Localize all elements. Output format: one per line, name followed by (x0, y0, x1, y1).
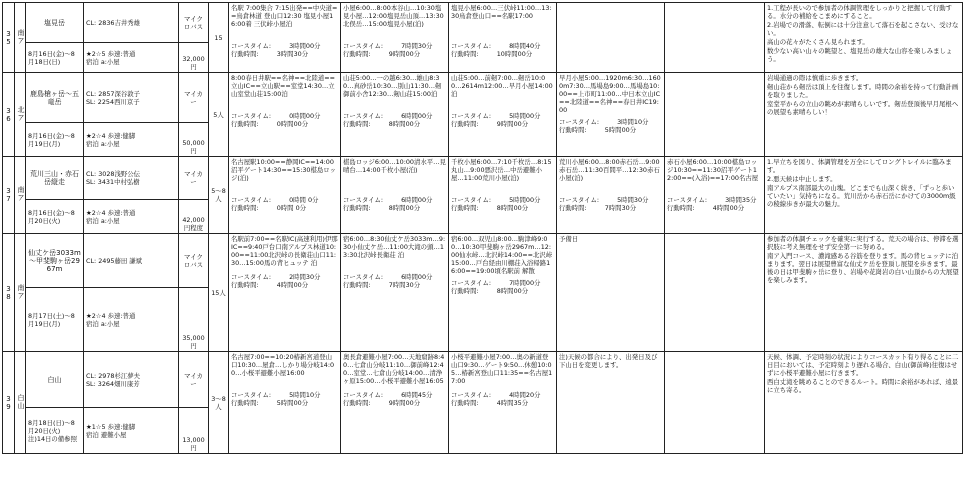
day-route: 小屋6:00…8:00本谷山…10:30塩見小屋…12:00塩見岳山頂…13:30北俣岳…15:00塩見小屋(泊) (343, 4, 444, 28)
grade-pace: ★2☆5 歩速:普通 (86, 49, 136, 58)
day-route: 小桜平避難小屋7:00…奥の新道登山口9:30…ゲート9:50…休憩10:05…椿新宮登山口11:35==名古屋17:00 (451, 353, 553, 385)
day-1-cell (229, 3, 341, 73)
people-count: 15 (209, 3, 229, 73)
course-time-label: コースタイム: (343, 273, 384, 281)
course-time-label: コースタイム: (451, 112, 492, 120)
day-route (667, 353, 762, 387)
action-time-value: 7時間30分 (604, 204, 637, 212)
area-cell (15, 73, 26, 157)
note-line: 岩場通過の際は慎重に歩きます。 (767, 74, 863, 82)
action-time-label: 行動時間: (451, 287, 479, 295)
people-count: 15人 (209, 234, 229, 352)
day-4-cell (557, 234, 665, 352)
sub-leader: SL: 3431中村弘樹 (86, 178, 140, 186)
day-4-cell (557, 157, 665, 234)
action-time-label: 行動時間: (343, 120, 371, 128)
sub-leader: SL: 2254西川京子 (86, 97, 140, 106)
course-time-line (231, 196, 338, 204)
grade-cell (84, 200, 179, 234)
trip-dates: 8月16日(金)～8月19日(月) (28, 131, 75, 148)
note-line: 南アルプス南部最大の山塊。どこまでも山深く続き、「ずっと歩いていたい」気持ちになる。荒川岳から赤石岳にかけての3000m級の稜線歩きが最大の魅力。 (767, 184, 956, 208)
course-time-line (231, 391, 338, 399)
day-route: 注)天候の都合により、出発日及び下山日を変更します。 (559, 353, 658, 369)
course-time-value: 5時間30分 (617, 196, 649, 204)
action-time-line (231, 50, 338, 58)
action-time-value: 9時間00分 (496, 120, 529, 128)
area-cell (15, 234, 26, 352)
note-line: 1.早立ちを図り、体調管理を万全にしてロングトレイルに臨みます。 (767, 158, 952, 174)
action-time-line (231, 399, 338, 407)
day-3-cell (449, 73, 557, 157)
leader-cell (84, 352, 179, 408)
course-time-value: 0時間00分 (289, 112, 321, 120)
row-number: 38 (3, 234, 15, 352)
grade-pace: ★2☆4 歩速:普通 (86, 208, 136, 217)
course-time-label: コースタイム: (451, 279, 492, 287)
course-time-line (451, 279, 554, 287)
day-route: 椹島ロッジ6:00…10:00清水平…見晴台…14:00千枚小屋(泊) (343, 158, 446, 174)
action-time-label: 行動時間: (451, 399, 479, 407)
row-number: 35 (3, 3, 15, 73)
schedule-row (3, 352, 963, 408)
day-5-cell (665, 234, 765, 352)
course-time-value: 7時間30分 (401, 42, 433, 50)
course-time-label: コースタイム: (231, 273, 272, 281)
action-time-label: 行動時間: (231, 50, 259, 58)
row-number: 37 (3, 157, 15, 234)
leader-cell (84, 234, 179, 288)
day-3-cell (449, 352, 557, 454)
row-number: 39 (3, 352, 15, 454)
course-time-line (451, 112, 554, 120)
course-time-label: コースタイム: (451, 196, 492, 204)
course-time-value: 6時間00分 (401, 112, 433, 120)
action-time-label: 行動時間: (451, 120, 479, 128)
day-3-cell (449, 157, 557, 234)
action-time-value: 3時間30分 (276, 50, 309, 58)
course-time-value: 3時間00分 (289, 42, 321, 50)
people-count: 5人 (209, 73, 229, 157)
mountain-name: 鹿島槍ヶ岳～五竜岳 (26, 73, 84, 123)
chief-leader: CL: 2836吉井秀雄 (86, 18, 141, 27)
course-time-value: 4時間20分 (509, 391, 541, 399)
trip-dates: 8月18日(日)～8月20日(火) (28, 418, 75, 435)
action-time-line (343, 399, 446, 407)
chief-leader: CL: 3028浅野公伝 (86, 170, 141, 178)
day-route: 宿6:00…双児山8:00…駒津峰9:00…10:30甲斐駒ヶ岳2967m…12:00仙水峠…北沢峠14:00==北沢峠15:00…戸台経由川棚荘入浴帰路16:00==19:00頃名駅前 解散 (451, 235, 553, 275)
action-time-label: 行動時間: (343, 281, 371, 289)
day-route (667, 74, 762, 108)
notes-cell (765, 3, 963, 73)
action-time-value: 5時間00分 (276, 399, 309, 407)
grade-cell (84, 43, 179, 73)
day-route: 名古屋駅10:00==静岡IC==14:00沼平ゲート14:30==15:30椹島ロッジ(泊) (231, 158, 336, 182)
action-time-value: 0時間 0分 (276, 204, 307, 212)
schedule-row (3, 3, 963, 43)
day-route (559, 4, 662, 38)
date-cell (26, 123, 84, 157)
cost: 13,000円 (179, 408, 209, 454)
transport: マイクロバス (179, 3, 209, 43)
action-time-line (343, 120, 446, 128)
course-time-value: 0時間 0分 (289, 196, 319, 204)
course-time-label: コースタイム: (559, 196, 600, 204)
area-label: 南ア (17, 186, 25, 202)
action-time-line (343, 204, 446, 212)
area-cell (15, 3, 26, 73)
day-route (667, 235, 762, 269)
note-line: 1.工程が長いので参加者の体調管理をしっかりと把握して行動する。水分の補給をこまめにすること。 (767, 4, 953, 20)
date-cell (26, 408, 84, 454)
day-4-cell (557, 352, 665, 454)
action-time-line (667, 204, 762, 212)
day-route: 荒川小屋6:00…8:00赤石岳…9:00赤石岳…11:30百間平…12:30赤石小屋(泊) (559, 158, 660, 182)
day-route: 名古屋7:00==10:20椿新宮道登山口10:30…屋倉…しかり場分岐14:00…小桜平避難小屋16:00 (231, 353, 335, 377)
mountain-name: 仙丈ケ岳3033m～甲斐駒ヶ岳2967m (26, 234, 84, 288)
day-1-cell (229, 157, 341, 234)
course-time-value: 2時間30分 (289, 273, 321, 281)
course-time-line (451, 196, 554, 204)
action-time-value: 4時間00分 (276, 281, 309, 289)
leader-cell (84, 157, 179, 200)
grade-cell (84, 408, 179, 454)
course-time-value: 5時間00分 (509, 196, 541, 204)
area-cell (15, 157, 26, 234)
day-route: 宿6:00…8:30仙丈ケ岳3033m…9:30小仙丈ケ岳…11:00大滝の頭…13:30北沢峠長衛荘 泊 (343, 235, 446, 259)
action-time-label: 行動時間: (343, 204, 371, 212)
note-line: 2.岩場での滑落、転倒には十分注意して落石を起こさない、受けない。 (767, 21, 959, 37)
action-time-value: 9時間00分 (388, 399, 421, 407)
course-time-label: コースタイム: (231, 196, 272, 204)
transport: マイカー (179, 157, 209, 200)
day-4-cell (557, 73, 665, 157)
course-time-value: 5時間00分 (509, 112, 541, 120)
chief-leader: CL: 2978杉江夢夫 (86, 371, 141, 380)
action-time-value: 8時間00分 (388, 204, 421, 212)
day-1-cell (229, 234, 341, 352)
course-time-value: 5時間10分 (289, 391, 321, 399)
course-time-line (231, 273, 338, 281)
action-time-line (231, 204, 338, 212)
grade-pace: ★2☆4 歩速:健脚 (86, 131, 136, 140)
leader-cell (84, 3, 179, 43)
course-time-line (231, 112, 338, 120)
day-3-cell (449, 3, 557, 73)
notes-cell (765, 73, 963, 157)
action-time-line (451, 120, 554, 128)
day-route: 名駅前7:00==名駅IC(高速利用)伊那IC==9:40戸台口南アルプス林道10:00==11:00北沢峠の長衛荘山口11:30…15:00馬の背ヒュッテ 泊 (231, 235, 338, 267)
chief-leader: CL: 2857深谷敦子 (86, 89, 141, 98)
note-line: 西白丈滝を眺めることのできるルート。時間に余裕があれば、遠景に立ち寄る。 (767, 378, 959, 394)
day-2-cell (341, 157, 449, 234)
note-line: 高山の花々がたくさん見られます。 (767, 38, 869, 46)
action-time-line (451, 399, 554, 407)
note-line: 剱山荘から剱岳は頂上を往復します。時間の余裕を持って行動計画を取りました。 (767, 83, 959, 99)
mountain-name: 荒川三山・赤石岳縦走 (26, 157, 84, 200)
action-time-label: 行動時間: (231, 281, 259, 289)
notes-cell (765, 157, 963, 234)
action-time-line (559, 204, 662, 212)
course-time-label: コースタイム: (667, 196, 708, 204)
day-5-cell (665, 3, 765, 73)
day-2-cell (341, 234, 449, 352)
action-time-value: 5時間00分 (604, 126, 637, 134)
people-count: 3～8人 (209, 352, 229, 454)
note-line: 数少ない高い山々の眺望と、塩見岳の雄大な山容を楽しみましょう。 (767, 47, 953, 63)
chief-leader: CL: 2495藤田 謙斌 (86, 256, 143, 265)
action-time-label: 行動時間: (231, 204, 259, 212)
action-time-label: 行動時間: (559, 126, 587, 134)
lodging: 宿泊 避難小屋 (86, 430, 127, 439)
course-time-label: コースタイム: (343, 112, 384, 120)
day-route: 奥長倉避難小屋7:00…天地窟跡8:40…七倉山分岐11:10…御前峰12:40…室堂…七倉山分岐14:00…清浄ヶ原15:00…小桜平避難小屋16:05 (343, 353, 445, 385)
day-route: 山荘5:00…一の越6:30…雄山8:30…真砂岳10:30…別山11:30…剱御前小舎12:30…剱山荘15:00泊 (343, 74, 442, 98)
action-time-label: 行動時間: (451, 50, 479, 58)
note-line: 参加者の体調チェックを確実に実行する。荒天の場合は、停滞を選択肢に考え無理をせず安全第一に努める。 (767, 235, 959, 251)
course-time-line (343, 42, 446, 50)
day-route: 予備日 (559, 235, 579, 243)
day-5-cell (665, 157, 765, 234)
course-time-label: コースタイム: (343, 391, 384, 399)
action-time-value: 7時間30分 (388, 281, 421, 289)
day-route: 名駅 7:00集合 7:15出発==中央道==鳥倉林道 登山口12:30 塩見小屋16:00着 三伏峠小屋泊 (231, 4, 338, 28)
course-time-line (343, 112, 446, 120)
note-line: 天候、体調、予定時刻の状況によりコースカット有り得ることに二日目においては、予定時刻より遅れる場合、白山(御前峰)往復はせずに小桜平避難小屋に行きます。 (767, 353, 959, 377)
action-time-value: 8時間00分 (388, 120, 421, 128)
day-3-cell (449, 234, 557, 352)
grade-pace: ★1☆5 歩速:健脚 (86, 422, 136, 431)
day-5-cell (665, 352, 765, 454)
day-route: 赤石小屋6:00…10:00椹島ロッジ10:30==11:30沼平ゲート12:00==(入浴)==17:00名古屋 (667, 158, 759, 182)
area-label: 南ア (17, 283, 25, 300)
grade-cell (84, 288, 179, 352)
action-time-line (559, 126, 662, 134)
people-count: 5～8人 (209, 157, 229, 234)
day-route: 早月小屋5:00…1920m6:30…1600m7:30…馬場島9:00…馬場島10:00==上市町11:00…中日本立山IC==北陸道==名神==春日井IC19:00 (559, 74, 661, 114)
action-time-value: 0時間00分 (276, 120, 309, 128)
course-time-label: コースタイム: (231, 112, 272, 120)
course-time-value: 3時間35分 (725, 196, 757, 204)
course-time-value: 3時間10分 (617, 118, 649, 126)
course-time-line (343, 196, 446, 204)
course-time-label: コースタイム: (451, 42, 492, 50)
course-time-line (667, 196, 762, 204)
day-5-cell (665, 73, 765, 157)
action-time-value: 4時間00分 (712, 204, 745, 212)
course-time-label: コースタイム: (231, 391, 272, 399)
lodging: 宿泊 a:小屋 (86, 139, 120, 148)
cost: 50,000円 (179, 123, 209, 157)
action-time-value: 4時間35分 (496, 399, 529, 407)
action-time-value: 10時間00分 (496, 50, 533, 58)
action-time-line (231, 281, 338, 289)
area-label: 南ア (17, 28, 25, 45)
action-time-label: 行動時間: (231, 399, 259, 407)
day-2-cell (341, 3, 449, 73)
day-route (667, 4, 762, 38)
area-label: 白山 (17, 393, 25, 410)
course-time-line (451, 391, 554, 399)
sub-leader: SL: 3264畑川康芳 (86, 379, 140, 388)
grade-pace: ★2☆4 歩速:普通 (86, 311, 136, 320)
day-1-cell (229, 352, 341, 454)
action-time-line (451, 204, 554, 212)
trip-dates: 8月16日(金)～8月18日(日) (28, 49, 75, 66)
course-time-value: 7時間00分 (509, 279, 541, 287)
grade-cell (84, 123, 179, 157)
action-time-line (343, 281, 446, 289)
mountain-name: 塩見岳 (26, 3, 84, 43)
course-time-line (231, 42, 338, 50)
note-line: 2.悪天候は中止します。 (767, 175, 837, 183)
course-time-label: コースタイム: (559, 118, 600, 126)
action-time-label: 行動時間: (343, 50, 371, 58)
course-time-line (343, 391, 446, 399)
action-time-value: 8時間00分 (496, 287, 529, 295)
course-time-value: 8時間40分 (509, 42, 541, 50)
lodging: 宿泊 a:小屋 (86, 319, 120, 328)
schedule-row (3, 234, 963, 288)
day-route: 塩見小屋6:00…三伏峠11:00…13:30鳥倉登山口==名駅17:00 (451, 4, 552, 20)
transport: マイカー (179, 73, 209, 123)
cost: 35,000円 (179, 288, 209, 352)
course-time-value: 6時間00分 (401, 273, 433, 281)
course-time-line (451, 42, 554, 50)
action-time-label: 行動時間: (231, 120, 259, 128)
date-cell (26, 288, 84, 352)
schedule-table (2, 2, 963, 454)
mountain-name: 白山 (26, 352, 84, 408)
area-cell (15, 352, 26, 454)
day-4-cell (557, 3, 665, 73)
lodging: 宿泊 a:小屋 (86, 57, 120, 66)
action-time-label: 行動時間: (559, 204, 587, 212)
day-2-cell (341, 73, 449, 157)
course-time-label: コースタイム: (451, 391, 492, 399)
action-time-line (343, 50, 446, 58)
date-note: 注)14日の備参照 (28, 434, 77, 443)
action-time-label: 行動時間: (667, 204, 695, 212)
day-2-cell (341, 352, 449, 454)
course-time-line (559, 118, 662, 126)
course-time-label: コースタイム: (231, 42, 272, 50)
course-time-value: 6時間00分 (401, 196, 433, 204)
action-time-label: 行動時間: (451, 204, 479, 212)
day-1-cell (229, 73, 341, 157)
schedule-row (3, 73, 963, 123)
cost: 42,000円程度 (179, 200, 209, 234)
trip-dates: 8月16日(金)～8月20日(火) (28, 208, 75, 225)
transport: マイカー (179, 352, 209, 408)
date-cell (26, 43, 84, 73)
note-line: 室堂平からの立山の眺めが素晴らしいです。剱岳登頂後早月尾根への展望も素晴らしい！ (767, 100, 959, 116)
course-time-value: 6時間45分 (401, 391, 433, 399)
note-line: 南ア入門コース、濃滝感ある谷筋を登ります。馬の背ヒュッテに泊まります。翌日は展望豊富な仙丈ケ岳を登頂し展望を歩きます。最後の日は甲斐駒ヶ岳に登り、岩場や花崗岩の白い山頂からの大展望を楽しみます。 (767, 252, 959, 284)
day-route: 千枚小屋6:00…7:10千枚岳…8:15丸山…9:00悪沢岳…中岳避難小屋…11:00荒川小屋(泊) (451, 158, 552, 182)
course-time-label: コースタイム: (343, 196, 384, 204)
notes-cell (765, 352, 963, 454)
row-number: 36 (3, 73, 15, 157)
day-route: 8:00春日井駅==名神==北陸道==立山IC==立山駅==室堂14:30…立山室堂山荘15:00泊 (231, 74, 335, 98)
course-time-label: コースタイム: (343, 42, 384, 50)
cost: 32,000円 (179, 43, 209, 73)
date-cell (26, 200, 84, 234)
action-time-line (451, 287, 554, 295)
course-time-line (559, 196, 662, 204)
notes-cell (765, 234, 963, 352)
trip-dates: 8月17日(土)～8月19日(月) (28, 311, 75, 328)
day-route: 山荘5:00…前剱7:00…剱岳10:00…2614m12:00…早月小屋14:00泊 (451, 74, 553, 98)
lodging: 宿泊 a:小屋 (86, 216, 120, 225)
transport: マイクロバス (179, 234, 209, 288)
course-time-line (343, 273, 446, 281)
area-label: 北ア (17, 105, 25, 122)
action-time-line (451, 50, 554, 58)
schedule-row (3, 157, 963, 200)
action-time-value: 8時間00分 (496, 204, 529, 212)
action-time-line (231, 120, 338, 128)
leader-cell (84, 73, 179, 123)
action-time-label: 行動時間: (343, 399, 371, 407)
action-time-value: 9時間00分 (388, 50, 421, 58)
